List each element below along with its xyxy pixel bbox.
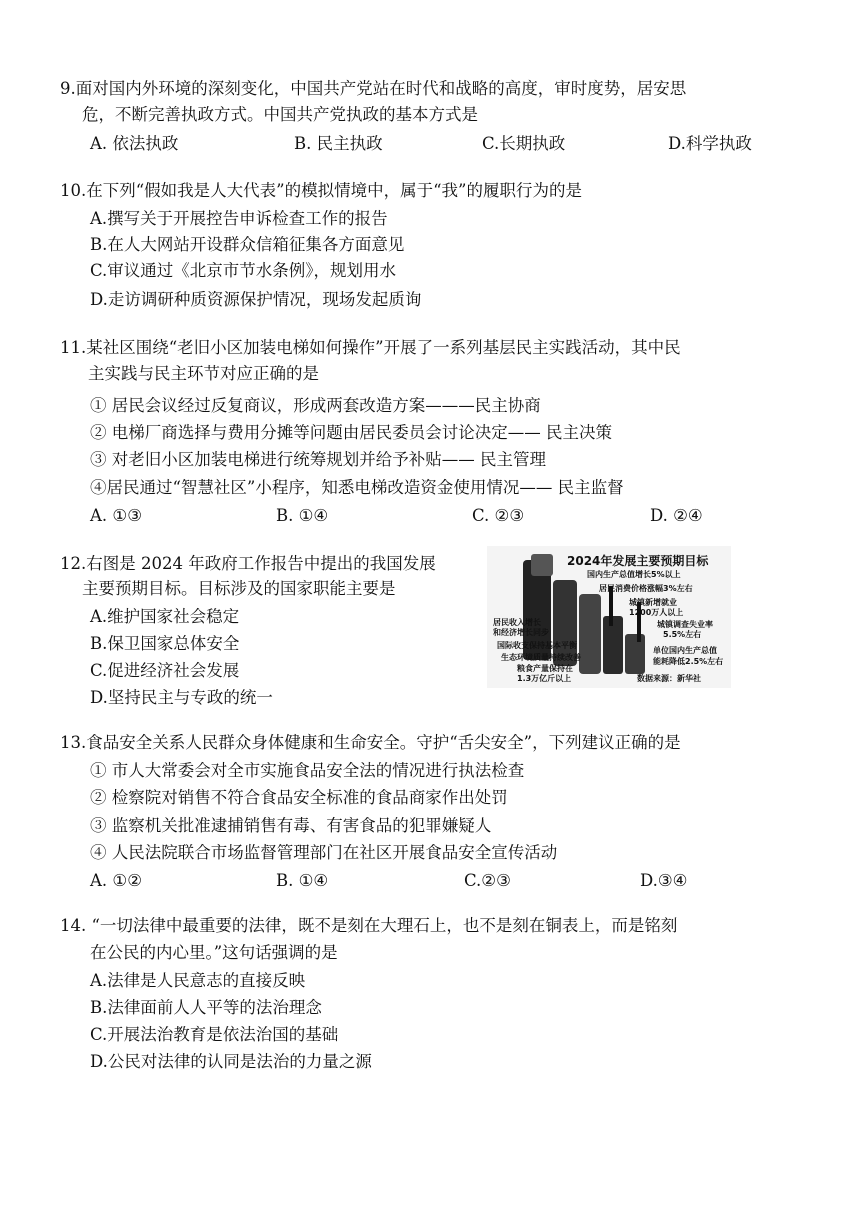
q12-option-b: B.保卫国家总体安全 xyxy=(90,634,240,653)
q12-stem-line2: 主要预期目标。目标涉及的国家职能主要是 xyxy=(82,579,396,598)
q13-item-4: ④ 人民法院联合市场监督管理部门在社区开展食品安全宣传活动 xyxy=(90,843,558,862)
q11-option-b: B. ①④ xyxy=(276,506,329,525)
q14-option-c: C.开展法治教育是依法治国的基础 xyxy=(90,1025,339,1044)
figure-label-jobs: 城镇新增就业 xyxy=(629,598,677,607)
figure-label-income-2: 和经济增长同步 xyxy=(493,628,549,637)
q14-option-b: B.法律面前人人平等的法治理念 xyxy=(90,998,322,1017)
figure-pillar-5 xyxy=(625,634,645,674)
q13-item-1: ① 市人大常委会对全市实施食品安全法的情况进行执法检查 xyxy=(90,761,525,780)
q14-option-a: A.法律是人民意志的直接反映 xyxy=(90,971,306,990)
q13-stem: 13.食品安全关系人民群众身体健康和生命安全。守护“舌尖安全”，下列建议正确的是 xyxy=(60,733,681,752)
q13-option-b: B. ①④ xyxy=(276,871,329,890)
q10-option-c: C.审议通过《北京市节水条例》，规划用水 xyxy=(90,261,397,280)
figure-label-grain: 粮食产量保持在 xyxy=(517,664,573,673)
figure-label-energy-value: 能耗降低2.5%左右 xyxy=(653,657,724,666)
figure-label-ecology: 生态环境质量持续改善 xyxy=(501,653,581,662)
figure-label-income: 居民收入增长 xyxy=(493,618,541,627)
q12-stem-line1: 12.右图是 2024 年政府工作报告中提出的我国发展 xyxy=(60,554,436,573)
figure-label-jobs-value: 1200万人以上 xyxy=(629,608,684,617)
figure-source: 数据来源：新华社 xyxy=(637,674,701,683)
q10-option-b: B.在人大网站开设群众信箱征集各方面意见 xyxy=(90,235,405,254)
figure-pillar-3 xyxy=(579,594,601,674)
q10-stem: 10.在下列“假如我是人大代表”的模拟情境中，属于“我”的履职行为的是 xyxy=(60,181,582,200)
q9-option-a: A. 依法执政 xyxy=(90,134,179,153)
figure-label-gdp: 国内生产总值增长5%以上 xyxy=(587,570,681,579)
q14-stem-line1: 14. “一切法律中最重要的法律，既不是刻在大理石上，也不是刻在铜表上，而是铭刻 xyxy=(60,916,678,935)
q13-item-3: ③ 监察机关批准逮捕销售有毒、有害食品的犯罪嫌疑人 xyxy=(90,816,492,835)
q12-option-c: C.促进经济社会发展 xyxy=(90,661,240,680)
q10-option-d: D.走访调研种质资源保护情况，现场发起质询 xyxy=(90,290,422,309)
q12-option-d: D.坚持民主与专政的统一 xyxy=(90,688,273,707)
q11-stem-line2: 主实践与民主环节对应正确的是 xyxy=(88,364,319,383)
figure-label-balance: 国际收支保持基本平衡 xyxy=(497,641,577,650)
q13-item-2: ② 检察院对销售不符合食品安全标准的食品商家作出处罚 xyxy=(90,788,508,807)
q13-option-c: C.②③ xyxy=(464,871,511,890)
q13-option-d: D.③④ xyxy=(640,871,688,890)
q9-option-d: D.科学执政 xyxy=(668,134,752,153)
figure-label-energy: 单位国内生产总值 xyxy=(653,646,717,655)
q13-option-a: A. ①② xyxy=(90,871,142,890)
q11-item-4: ④居民通过“智慧社区”小程序，知悉电梯改造资金使用情况—— 民主监督 xyxy=(90,478,624,497)
development-targets-figure xyxy=(487,546,731,688)
q11-item-3: ③ 对老旧小区加装电梯进行统筹规划并给予补贴—— 民主管理 xyxy=(90,450,546,469)
q14-stem-line2: 在公民的内心里。”这句话强调的是 xyxy=(90,943,338,962)
figure-label-cpi: 居民消费价格涨幅3%左右 xyxy=(599,584,693,593)
q9-option-b: B. 民主执政 xyxy=(294,134,383,153)
q11-item-1: ① 居民会议经过反复商议，形成两套改造方案———民主协商 xyxy=(90,396,541,415)
q10-option-a: A.撰写关于开展控告申诉检查工作的报告 xyxy=(90,209,388,228)
figure-pillar-top xyxy=(531,554,553,576)
q12-option-a: A.维护国家社会稳定 xyxy=(90,607,240,626)
q11-item-2: ② 电梯厂商选择与费用分摊等问题由居民委员会讨论决定—— 民主决策 xyxy=(90,423,612,442)
q11-stem-line1: 11.某社区围绕“老旧小区加装电梯如何操作”开展了一系列基层民主实践活动，其中民 xyxy=(60,338,681,357)
q11-option-c: C. ②③ xyxy=(472,506,525,525)
q9-stem-line2: 危，不断完善执政方式。中国共产党执政的基本方式是 xyxy=(82,105,478,124)
figure-label-unemployment: 城镇调查失业率 xyxy=(657,620,713,629)
q14-option-d: D.公民对法律的认同是法治的力量之源 xyxy=(90,1052,372,1071)
q11-option-a: A. ①③ xyxy=(90,506,142,525)
figure-label-grain-value: 1.3万亿斤以上 xyxy=(517,674,572,683)
q9-option-c: C.长期执政 xyxy=(482,134,566,153)
q11-option-d: D. ②④ xyxy=(650,506,703,525)
q9-stem-line1: 9.面对国内外环境的深刻变化，中国共产党站在时代和战略的高度，审时度势，居安思 xyxy=(60,79,687,98)
figure-title: 2024年发展主要预期目标 xyxy=(567,554,709,568)
figure-label-unemployment-value: 5.5%左右 xyxy=(663,630,702,639)
